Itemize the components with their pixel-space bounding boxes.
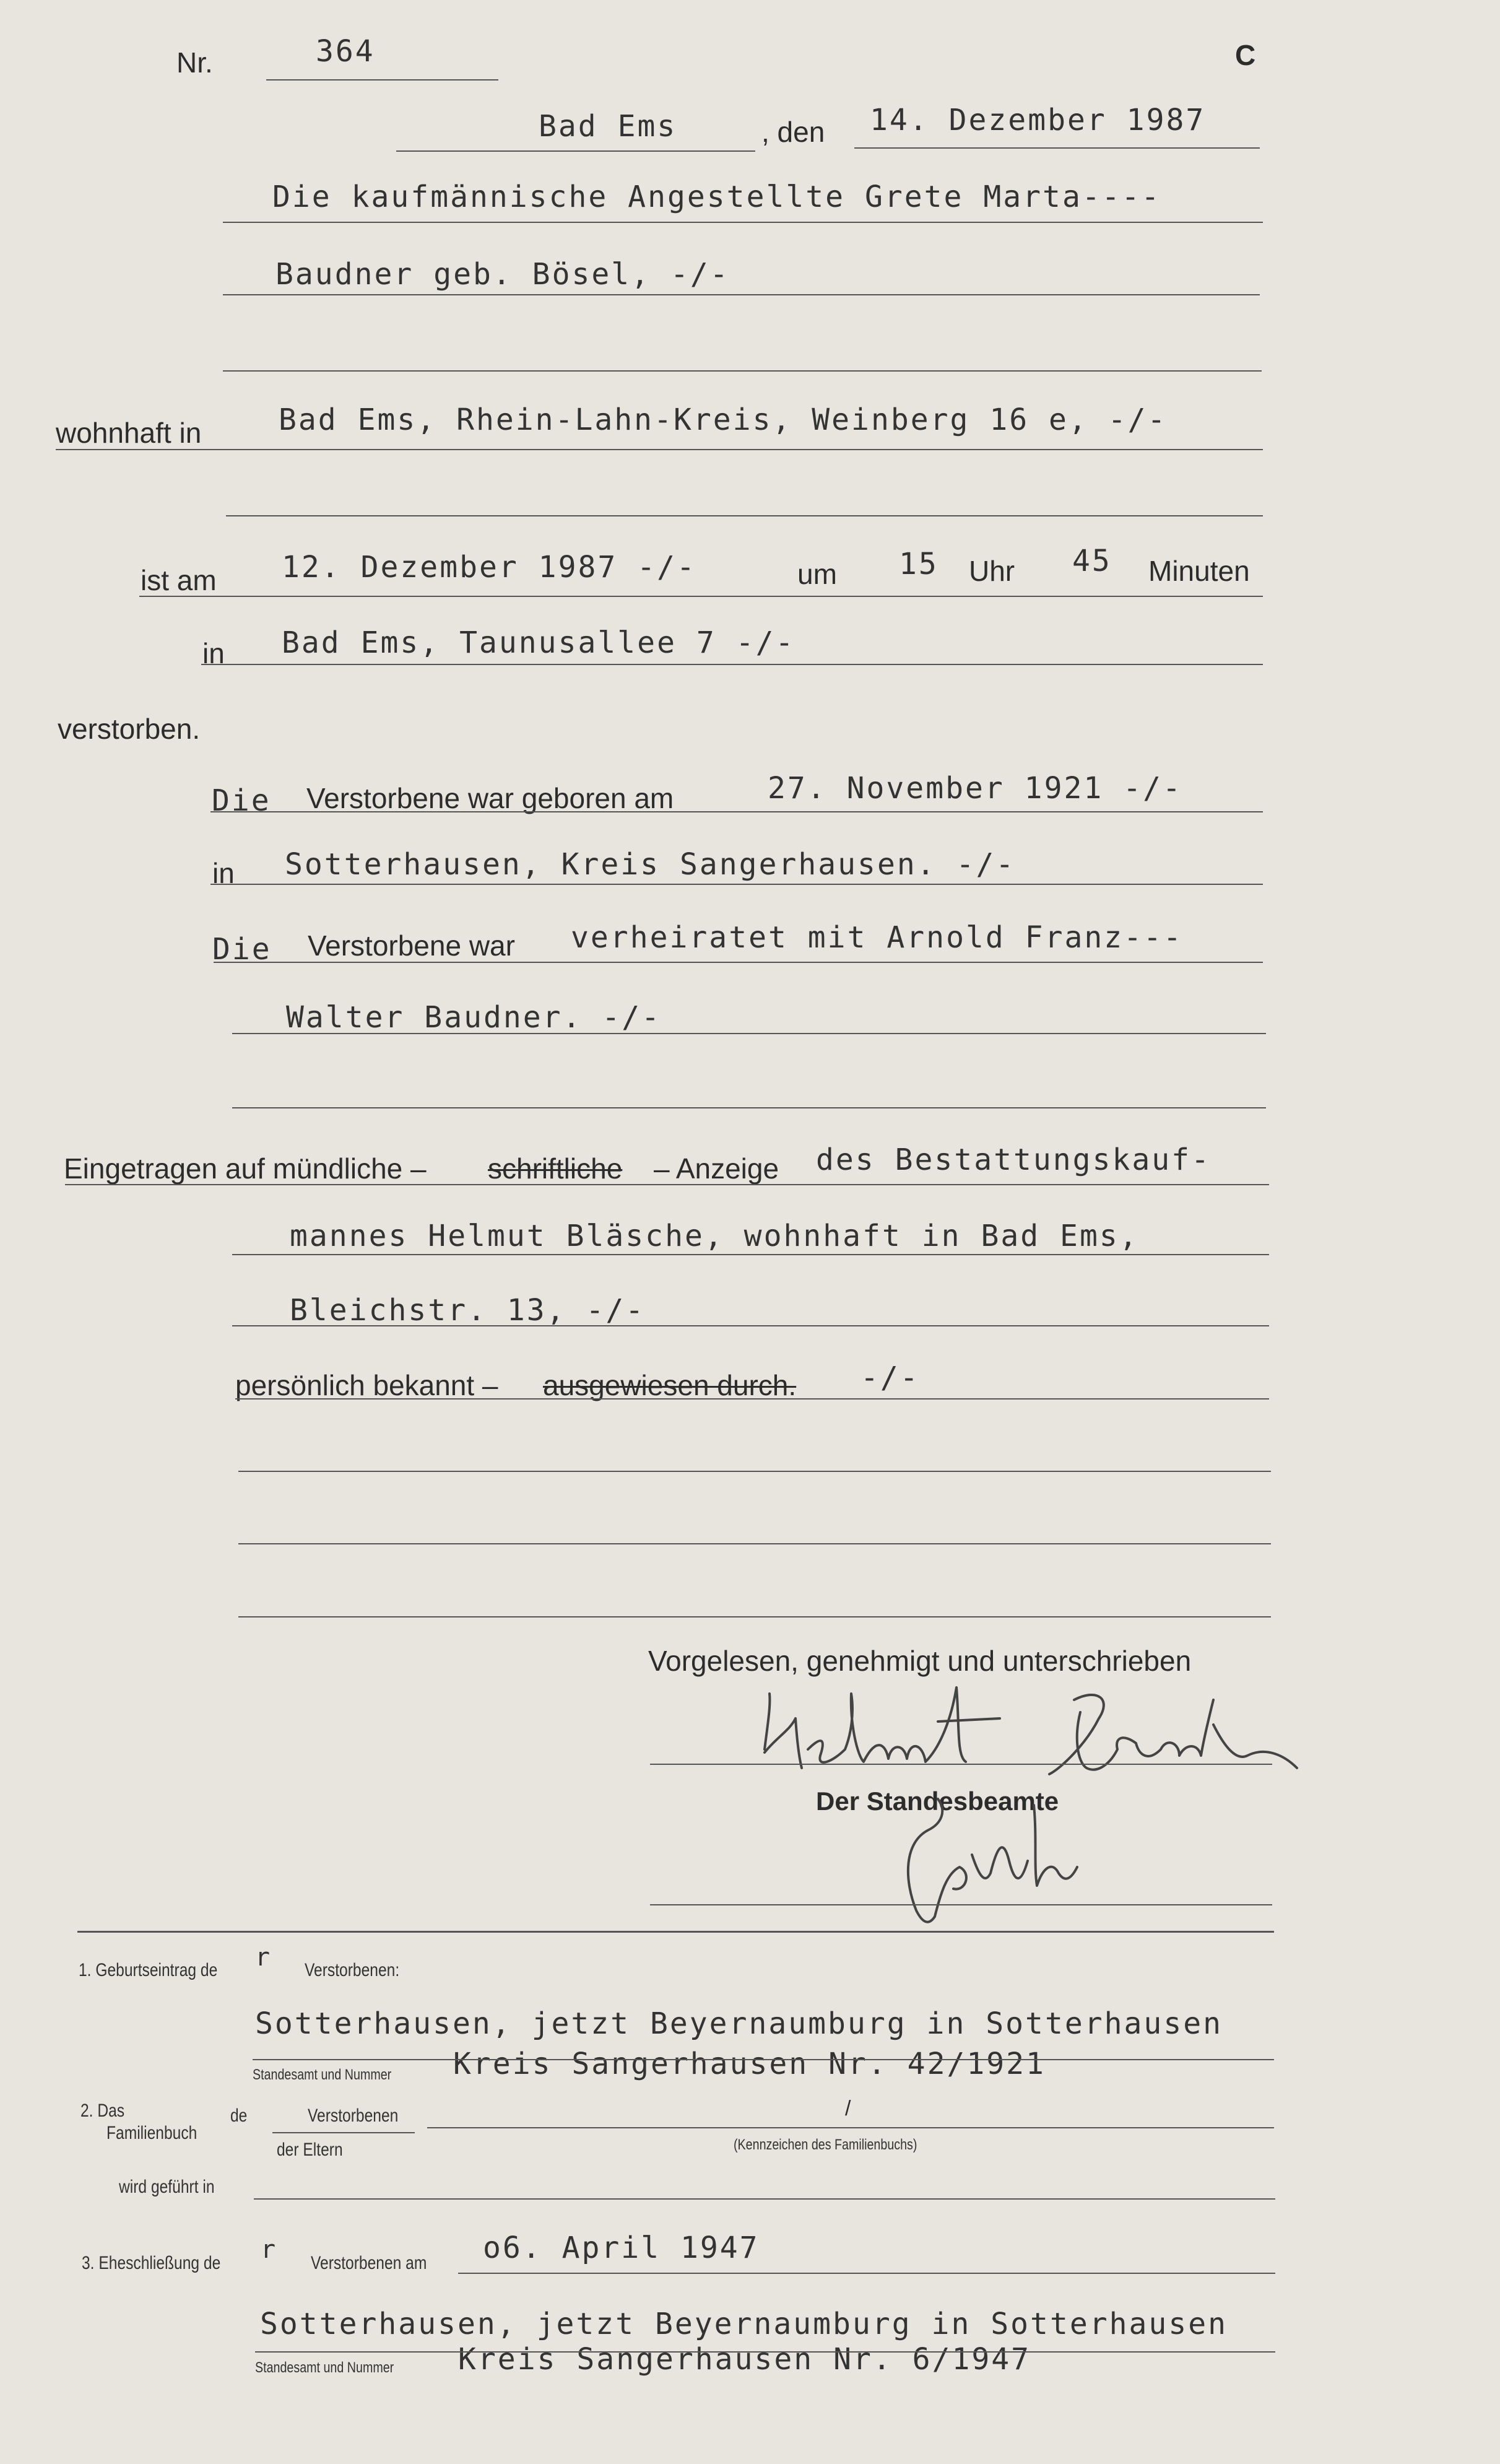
familienbuch-kennzeichen: (Kennzeichen des Familienbuchs) [734, 2136, 917, 2153]
blank-line-6 [238, 1616, 1271, 1617]
familienbuch-gefuehrt: wird geführt in [119, 2177, 215, 2197]
informant-line3: Bleichstr. 13, -/- [290, 1293, 646, 1328]
birth-place-label: in [212, 857, 235, 889]
spouse-line2: Walter Baudner. -/- [286, 1000, 662, 1035]
verstorben-label: verstorben. [58, 713, 201, 745]
record-number: 364 [316, 34, 375, 69]
registration-label-struck: schriftliche [488, 1152, 623, 1185]
birth-date-underline [210, 811, 1263, 812]
known-value: -/- [861, 1360, 920, 1395]
registrar-label: Der Standesbeamte [816, 1787, 1059, 1816]
blank-line-4 [238, 1471, 1271, 1472]
familienbuch-slash: / [845, 2097, 851, 2120]
birth-place-underline [210, 884, 1263, 885]
death-place: Bad Ems, Taunusallee 7 -/- [282, 625, 796, 660]
death-minute: 45 [1072, 544, 1112, 578]
death-date: 12. Dezember 1987 -/- [282, 550, 696, 585]
death-date-label: ist am [141, 564, 217, 596]
um-label: um [797, 558, 837, 590]
marriage-entry-standesamt-label: Standesamt und Nummer [255, 2359, 394, 2376]
place-underline [396, 150, 755, 152]
corner-mark: C [1235, 39, 1256, 71]
read-approved-label: Vorgelesen, genehmigt und unterschrieben [648, 1645, 1192, 1677]
birth-entry-standesamt-label: Standesamt und Nummer [253, 2066, 392, 2083]
nr-label: Nr. [176, 46, 213, 79]
birth-entry-label: 1. Geburtseintrag de [79, 1960, 218, 1980]
minuten-label: Minuten [1148, 555, 1250, 587]
familienbuch-eltern: der Eltern [277, 2140, 343, 2160]
registry-place: Bad Ems [539, 109, 677, 144]
birth-entry-underline [253, 2059, 1274, 2060]
informant-line2: mannes Helmut Bläsche, wohnhaft in Bad Ems, [290, 1219, 1139, 1253]
birth-date: 27. November 1921 -/- [768, 771, 1182, 806]
name-line1-underline [223, 222, 1263, 223]
spouse-line2-underline [232, 1033, 1266, 1034]
registrar-signature-line [650, 1904, 1272, 1905]
registry-date: 14. Dezember 1987 [870, 103, 1206, 137]
blank-line-5 [238, 1543, 1271, 1544]
informant-signature-line [650, 1764, 1272, 1765]
den-label: , den [761, 116, 825, 148]
birth-entry-line2: Kreis Sangerhausen Nr. 42/1921 [453, 2047, 1046, 2081]
residence-underline [56, 449, 1263, 450]
familienbuch-gefuehrt-underline [254, 2198, 1275, 2200]
marriage-label-die: Die [212, 932, 272, 967]
spouse-line1: verheiratet mit Arnold Franz--- [571, 920, 1183, 955]
blank-line-1 [223, 370, 1262, 372]
marriage-entry-label: 3. Eheschließung de [82, 2253, 221, 2273]
blank-line-3 [232, 1107, 1266, 1108]
marriage-entry-line2: Kreis Sangerhausen Nr. 6/1947 [458, 2342, 1031, 2377]
birth-entry-line1: Sotterhausen, jetzt Beyernaumburg in Sotterhausen [255, 2006, 1223, 2041]
nr-underline [266, 79, 498, 81]
birth-entry-verstorbenen: Verstorbenen: [305, 1960, 400, 1980]
residence-label: wohnhaft in [56, 417, 202, 449]
marriage-entry-date: o6. April 1947 [483, 2231, 760, 2265]
marriage-entry-r: r [261, 2235, 278, 2264]
familienbuch-choice-line [272, 2132, 415, 2133]
footer-divider [77, 1931, 1274, 1933]
known-label: persönlich bekannt – [235, 1369, 498, 1401]
death-place-underline [201, 664, 1263, 665]
birth-entry-r: r [255, 1943, 272, 1972]
registration-underline [65, 1184, 1269, 1185]
birth-place: Sotterhausen, Kreis Sangerhausen. -/- [285, 847, 1016, 882]
birth-label: Verstorbene war geboren am [306, 782, 674, 814]
residence-value: Bad Ems, Rhein-Lahn-Kreis, Weinberg 16 e, -/- [279, 403, 1168, 437]
familienbuch-underline [427, 2127, 1274, 2128]
blank-line-2 [226, 515, 1263, 516]
familienbuch-num: 2. Das [80, 2100, 125, 2121]
familienbuch-de: de [230, 2105, 248, 2126]
known-underline [235, 1398, 1269, 1400]
name-line2-underline [223, 294, 1260, 295]
death-hour: 15 [899, 547, 939, 581]
deceased-name-line1: Die kaufmännische Angestellte Grete Marta---- [272, 180, 1161, 214]
date-underline [854, 147, 1260, 149]
registration-label-b: – Anzeige [654, 1152, 779, 1185]
death-date-underline [139, 596, 1263, 597]
informant-line2-underline [232, 1254, 1269, 1255]
informant-line3-underline [232, 1325, 1269, 1326]
marriage-entry-verstorbenen: Verstorbenen am [311, 2253, 427, 2273]
birth-label-die: Die [212, 783, 271, 818]
familienbuch-verstorbenen: Verstorbenen [308, 2105, 399, 2126]
informant-line1: des Bestattungskauf- [816, 1143, 1211, 1177]
death-place-label: in [202, 637, 225, 669]
registrar-signature [879, 1780, 1139, 1929]
uhr-label: Uhr [969, 555, 1015, 587]
deceased-name-line2: Baudner geb. Bösel, -/- [275, 257, 730, 292]
marriage-entry-line1: Sotterhausen, jetzt Beyernaumburg in Sotterhausen [260, 2307, 1228, 2341]
familienbuch-label: Familienbuch [106, 2123, 197, 2143]
registration-label-a: Eingetragen auf mündliche – [64, 1152, 427, 1185]
marriage-entry-underline [255, 2351, 1275, 2353]
marriage-entry-date-underline [458, 2273, 1275, 2274]
marriage-label: Verstorbene war [308, 929, 515, 962]
marriage-underline [214, 962, 1263, 963]
known-struck: ausgewiesen durch. [543, 1369, 797, 1401]
